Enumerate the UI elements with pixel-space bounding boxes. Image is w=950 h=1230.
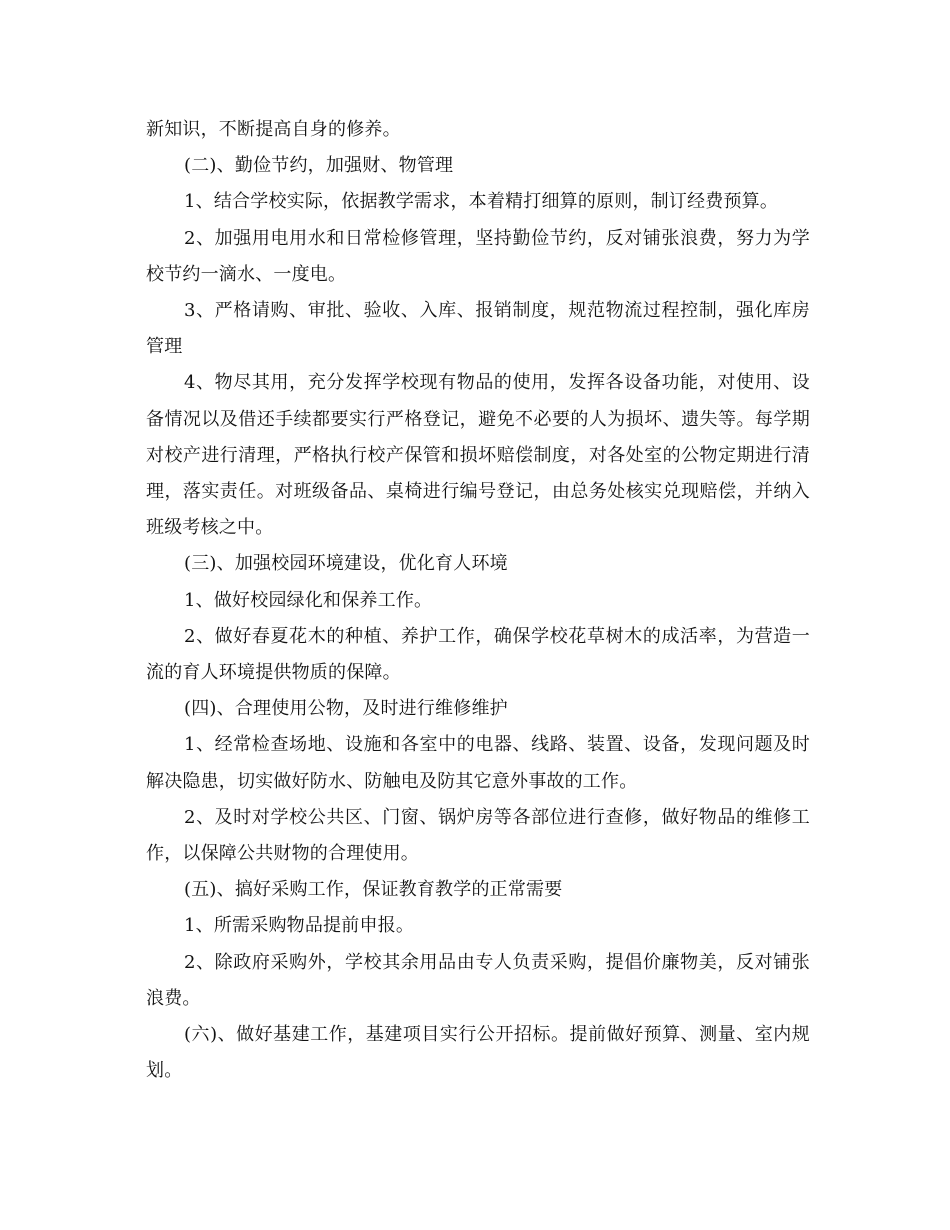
paragraph: 2、加强用电用水和日常检修管理，坚持勤俭节约，反对铺张浪费，努力为学校节约一滴水、一度电。 xyxy=(146,227,810,285)
paragraph: 1、经常检查场地、设施和各室中的电器、线路、装置、设备，发现问题及时解决隐患，切实做好防水、防触电及防其它意外事故的工作。 xyxy=(146,734,810,792)
section-heading-4: (四)、合理使用公物，及时进行维修维护 xyxy=(184,698,508,720)
paragraph: 4、物尽其用，充分发挥学校现有物品的使用，发挥各设备功能，对使用、设备情况以及借还手续都要实行严格登记，避免不必要的人为损坏、遗失等。每学期对校产进行清理，严格执行校产保管和损坏赔偿制度，对各处室的公物定期进行清理，落实责任。对班级备品、桌椅进行编号登记，由总务处核实兑现赔偿，并纳入班级考核之中。 xyxy=(146,372,810,539)
section-heading-3: (三)、加强校园环境建设，优化育人环境 xyxy=(184,553,508,575)
paragraph: 1、所需采购物品提前申报。 xyxy=(184,915,415,937)
paragraph: 1、做好校园绿化和保养工作。 xyxy=(184,589,433,611)
section-heading-2: (二)、勤俭节约，加强财、物管理 xyxy=(184,155,454,177)
section-heading-5: (五)、搞好采购工作，保证教育教学的正常需要 xyxy=(184,879,563,901)
document-body xyxy=(146,112,810,1089)
paragraph: 1、结合学校实际，依据教学需求，本着精打细算的原则，制订经费预算。 xyxy=(184,191,779,213)
paragraph: 2、除政府采购外，学校其余用品由专人负责采购，提倡价廉物美，反对铺张浪费。 xyxy=(146,951,810,1009)
section-heading-6: (六)、做好基建工作，基建项目实行公开招标。提前做好预算、测量、室内规划。 xyxy=(146,1024,810,1082)
paragraph: 2、及时对学校公共区、门窗、锅炉房等各部位进行查修，做好物品的维修工作，以保障公共财物的合理使用。 xyxy=(146,806,810,865)
paragraph-continuation: 新知识，不断提高自身的修养。 xyxy=(146,119,401,140)
paragraph: 3、严格请购、审批、验收、入库、报销制度，规范物流过程控制，强化库房管理 xyxy=(146,300,810,358)
paragraph: 2、做好春夏花木的种植、养护工作，确保学校花草树木的成活率，为营造一流的育人环境提供物质的保障。 xyxy=(146,625,810,684)
